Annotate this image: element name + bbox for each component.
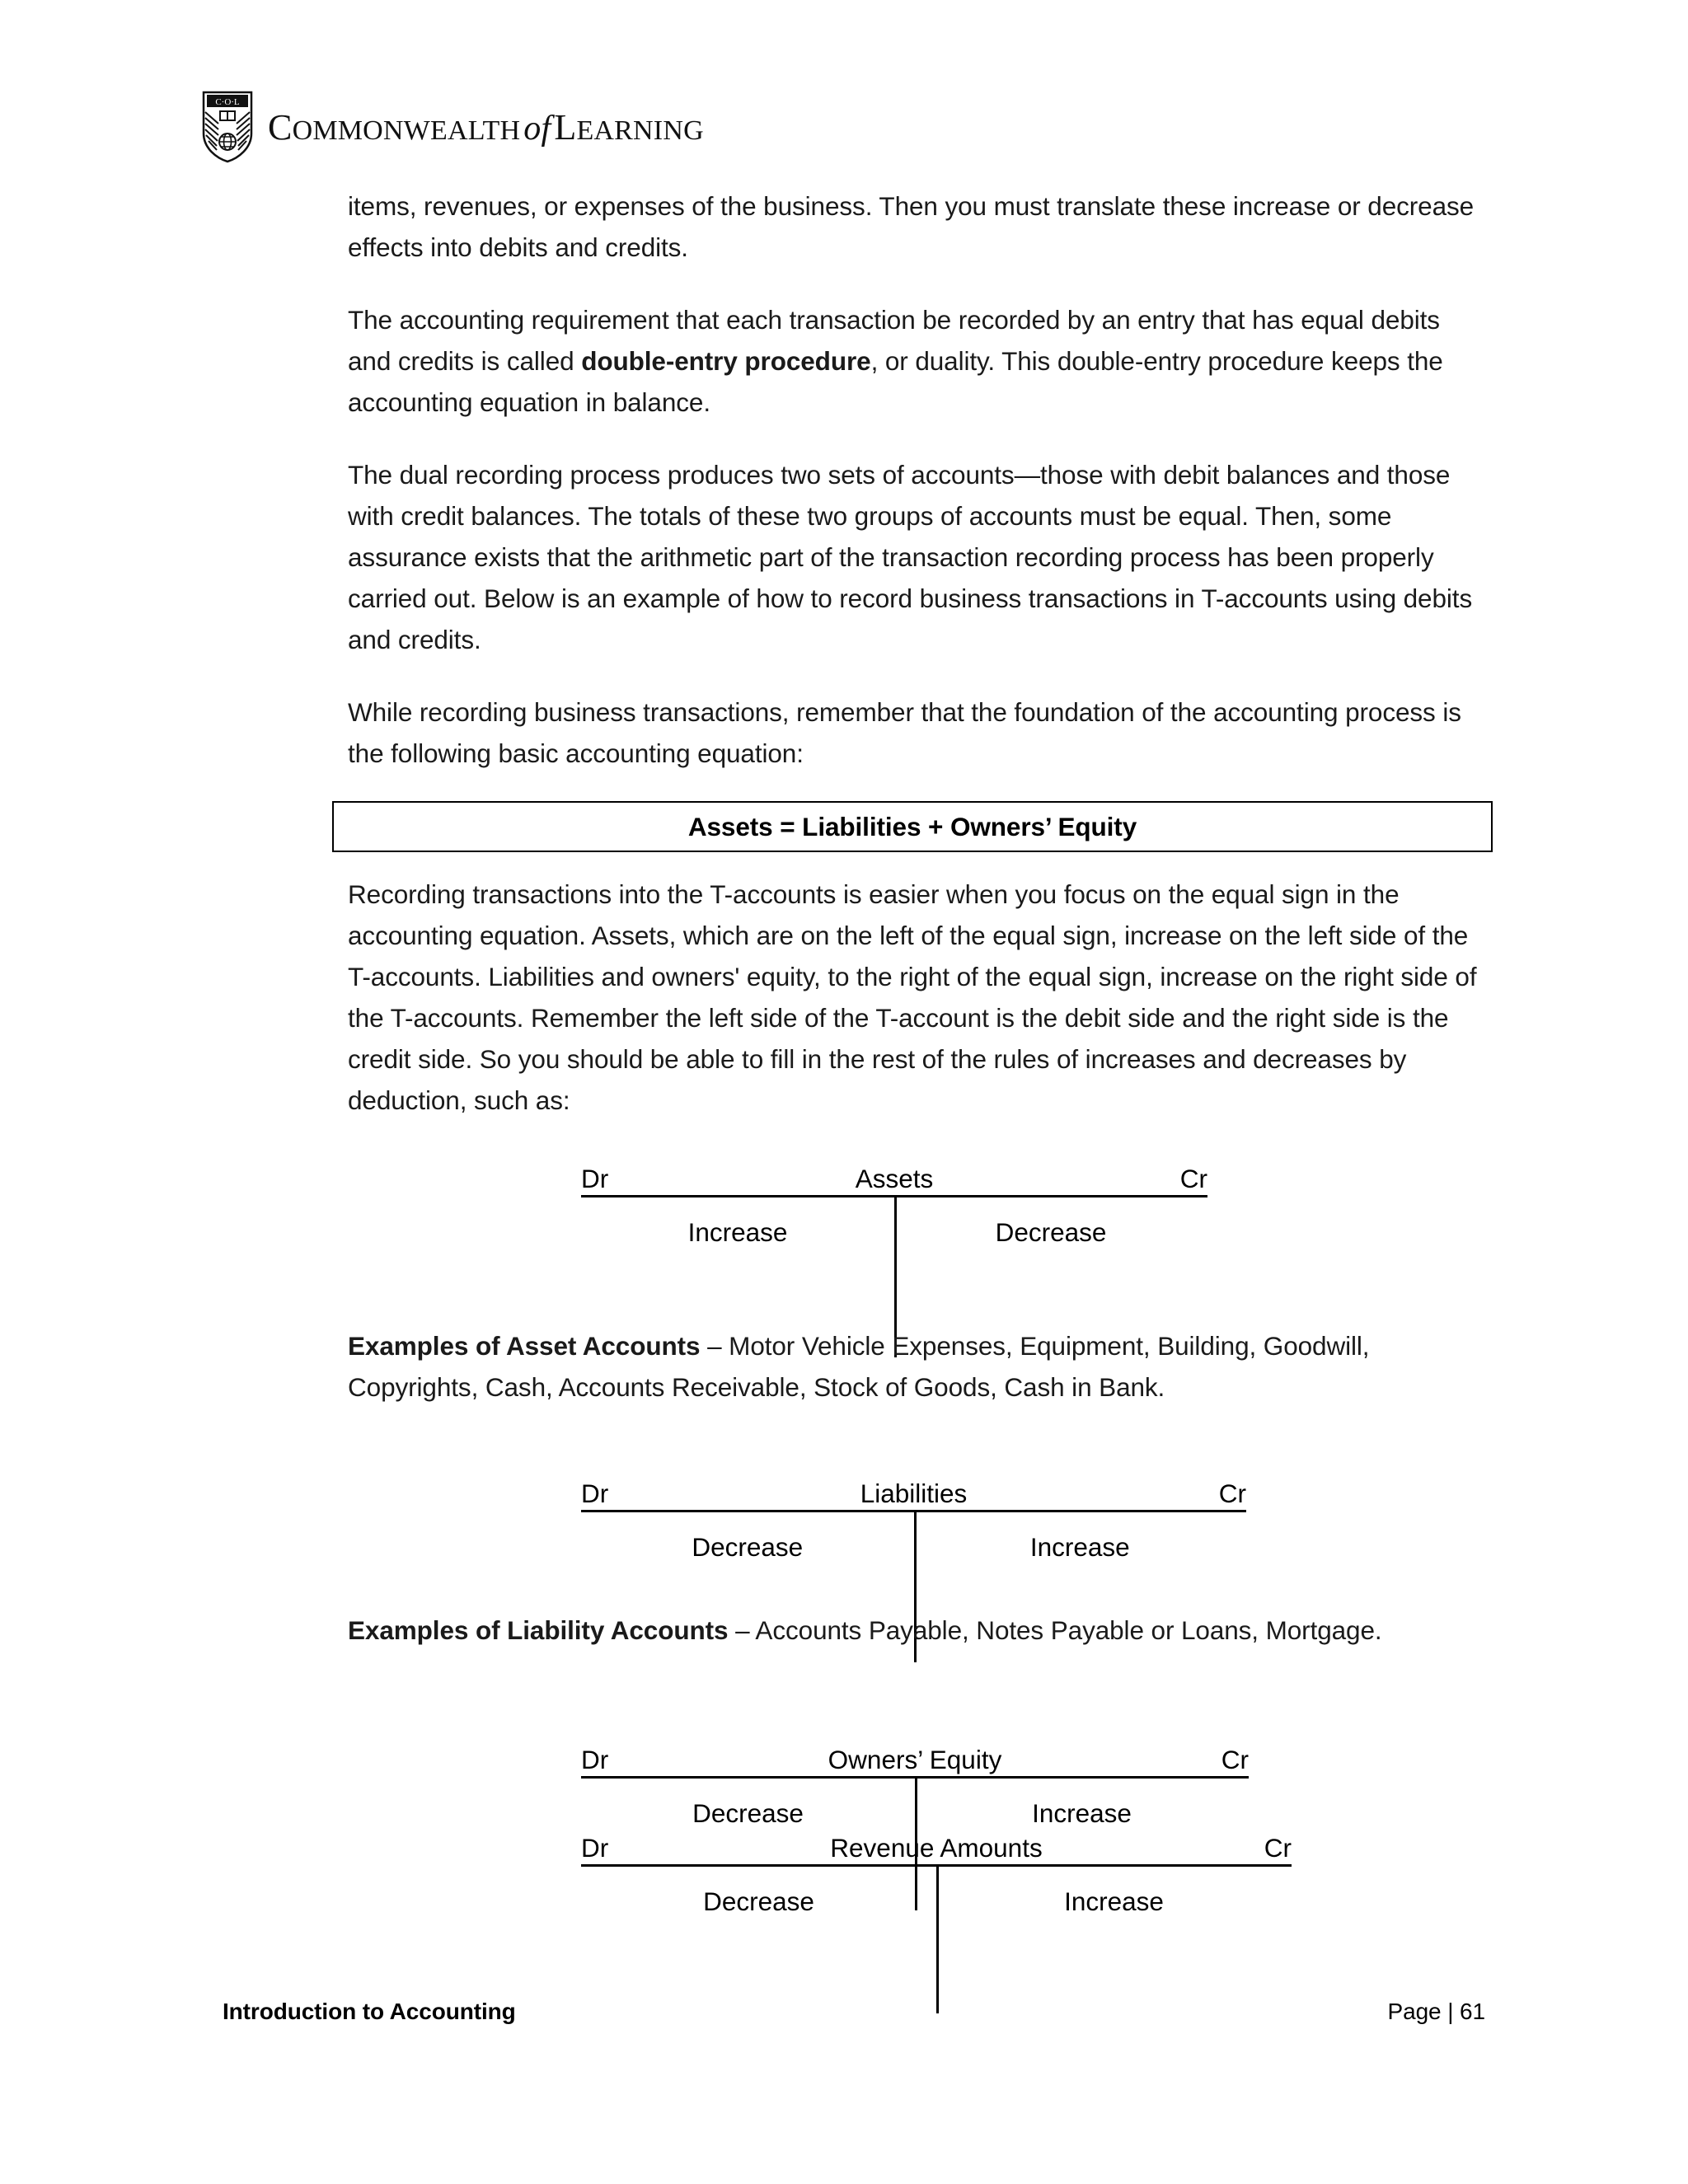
page-footer (223, 1999, 1485, 2025)
t-account-entry-row (581, 1512, 1246, 1562)
credit-label: Cr (1179, 1164, 1207, 1193)
credit-entry: Increase (1032, 1798, 1132, 1828)
examples-asset-text (348, 1325, 1485, 1408)
wordmark-w1: OMMONWEALTH (292, 115, 521, 146)
wordmark-c2: L (554, 106, 577, 148)
footer-page-number: Page | 61 (1387, 1999, 1485, 2024)
paragraph-2-part-b: , or duality. This double-entry procedure keeps the accounting equation in balance. (348, 346, 1443, 417)
examples-liability-label: Examples of Liability Accounts (348, 1615, 729, 1645)
t-account-owners-equity (581, 1737, 1249, 1828)
credit-label: Cr (1221, 1745, 1249, 1774)
debit-entry: Decrease (692, 1532, 804, 1562)
accounting-equation-box (332, 801, 1493, 852)
t-account-entry-row (581, 1867, 1292, 1916)
debit-entry: Increase (687, 1217, 788, 1247)
t-account-title: Liabilities (860, 1479, 968, 1508)
t-account-assets (581, 1156, 1207, 1247)
svg-text:C·O·L: C·O·L (215, 97, 240, 107)
credit-entry: Decrease (995, 1217, 1107, 1247)
credit-label: Cr (1264, 1833, 1292, 1863)
debit-label: Dr (581, 1745, 609, 1774)
debit-label: Dr (581, 1164, 609, 1193)
debit-entry: Decrease (703, 1886, 814, 1916)
paragraph-4: While recording business transactions, remember that the foundation of the accounting process is the following basic accounting equation: (348, 697, 1461, 768)
body-text-lower (348, 874, 1485, 1121)
accounting-equation-text: Assets = Liabilities + Owners’ Equity (687, 811, 1137, 841)
examples-asset-label: Examples of Asset Accounts (348, 1331, 701, 1361)
paragraph-5: Recording transactions into the T-accounts is easier when you focus on the equal sign in the accounting equation. Assets, which are on the left of the equal sign, increase on the left side of the T-accounts. Liabilities and owners' equity, to the right of the equal sign, increase on the right side of the T-accounts. Remember the left side of the T-account is the debit side and the right side is the credit side. So you should be able to fill in the rest of the rules of increases and decreases by deduction, such as: (348, 879, 1477, 1115)
credit-label: Cr (1218, 1479, 1246, 1508)
wordmark-c1: C (268, 106, 293, 148)
body-text-upper (348, 185, 1485, 774)
t-account-header (581, 1471, 1246, 1512)
t-account-header (581, 1737, 1249, 1779)
paragraph-2-part-a: The accounting requirement that each transaction be recorded by an entry that has equal debits and credits is called (348, 305, 1440, 376)
wordmark (268, 106, 704, 148)
paragraph-2-bold-term: double-entry procedure (581, 346, 871, 376)
t-account-header (581, 1825, 1292, 1867)
footer-document-title: Introduction to Accounting (223, 1999, 516, 2024)
debit-label: Dr (581, 1833, 609, 1863)
paragraph-2 (348, 299, 1485, 423)
t-account-liabilities (581, 1471, 1246, 1562)
wordmark-w2: EARNING (576, 115, 704, 146)
t-account-header (581, 1156, 1207, 1197)
t-account-title: Revenue Amounts (830, 1833, 1043, 1863)
paragraph-1: items, revenues, or expenses of the business. Then you must translate these increase or decrease effects into debits and credits. (348, 191, 1475, 262)
wordmark-of: of (523, 109, 551, 148)
examples-liability-accounts (348, 1610, 1485, 1651)
page-header (202, 91, 704, 163)
paragraph-3: The dual recording process produces two sets of accounts—those with debit balances and those with credit balances. The totals of these two groups of accounts must be equal. Then, some assurance exists that the arithmetic part of the transaction recording process has been properly carried out. Below is an example of how to record business transactions in T-accounts using debits and credits. (348, 460, 1473, 654)
examples-liability-list: – Accounts Payable, Notes Payable or Loans, Mortgage. (728, 1615, 1382, 1645)
debit-label: Dr (581, 1479, 609, 1508)
t-account-title: Assets (855, 1164, 934, 1193)
t-account-entry-row (581, 1779, 1249, 1828)
credit-entry: Increase (1029, 1532, 1130, 1562)
debit-entry: Decrease (692, 1798, 804, 1828)
t-account-entry-row (581, 1197, 1207, 1247)
examples-asset-accounts (348, 1325, 1485, 1408)
examples-asset-list: – Motor Vehicle Expenses, Equipment, Building, Goodwill, Copyrights, Cash, Accounts Receivable, Stock of Goods, Cash in Bank. (348, 1331, 1370, 1402)
t-account-revenue-amounts (581, 1825, 1292, 1916)
col-crest-logo-icon (202, 91, 253, 163)
t-account-title: Owners’ Equity (828, 1745, 1002, 1774)
examples-liability-text (348, 1610, 1485, 1651)
credit-entry: Increase (1064, 1886, 1164, 1916)
